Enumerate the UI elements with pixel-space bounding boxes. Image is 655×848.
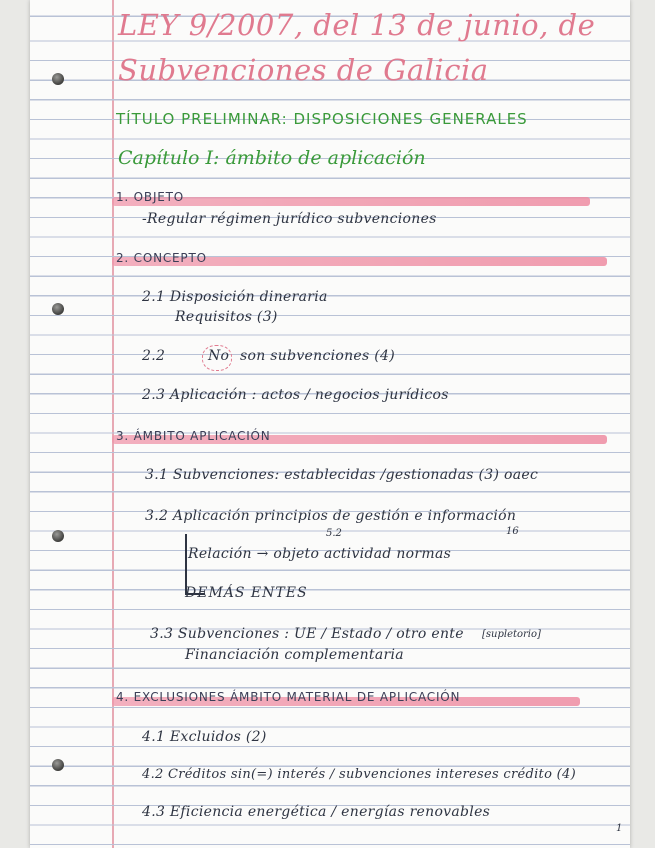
section-2-heading: 2. CONCEPTO	[116, 251, 207, 265]
binder-hole	[52, 303, 64, 315]
item-2-1: 2.1 Disposición dineraria	[142, 289, 328, 305]
section-3-heading: 3. ÁMBITO APLICACIÓN	[116, 429, 271, 443]
page-title-line-1: LEY 9/2007, del 13 de junio, de	[118, 8, 596, 42]
item-3-2-ref-a: 5.2	[326, 528, 342, 539]
item-3-3-financiacion: Financiación complementaria	[185, 647, 404, 663]
binder-hole	[52, 530, 64, 542]
item-4-1: 4.1 Excluidos (2)	[142, 729, 267, 745]
item-4-2: 4.2 Créditos sin(=) interés / subvenciones intereses crédito (4)	[142, 767, 576, 782]
item-3-2-demas-entes: DEMÁS ENTES	[185, 585, 308, 601]
section-1-item: -Regular régimen jurídico subvenciones	[142, 211, 437, 227]
item-3-1: 3.1 Subvenciones: establecidas /gestionadas (3) oaec	[145, 467, 539, 483]
item-4-3: 4.3 Eficiencia energética / energías renovables	[142, 804, 491, 820]
item-3-3-note: [supletorio]	[482, 629, 541, 640]
binder-hole	[52, 759, 64, 771]
item-3-2-ref-b: 16	[506, 526, 519, 537]
item-2-2-no: No	[208, 348, 230, 364]
item-3-2: 3.2 Aplicación principios de gestión e información	[145, 508, 517, 524]
item-3-2-relacion: Relación → objeto actividad normas	[188, 546, 452, 562]
item-2-2-text: son subvenciones (4)	[240, 348, 395, 364]
titulo-heading: TÍTULO PRELIMINAR: DISPOSICIONES GENERALES	[116, 110, 528, 128]
section-1-heading: 1. OBJETO	[116, 190, 185, 204]
item-2-3: 2.3 Aplicación : actos / negocios jurídicos	[142, 387, 449, 403]
binder-hole	[52, 73, 64, 85]
chapter-heading: Capítulo I: ámbito de aplicación	[118, 147, 426, 169]
page-number: 1	[616, 823, 623, 834]
notebook-page	[30, 0, 630, 848]
item-2-2-number: 2.2	[142, 348, 166, 364]
item-2-1-requisitos: Requisitos (3)	[175, 309, 278, 325]
item-3-3: 3.3 Subvenciones : UE / Estado / otro ente	[150, 626, 464, 642]
page-title-line-2: Subvenciones de Galicia	[118, 53, 489, 87]
section-4-heading: 4. EXCLUSIONES ÁMBITO MATERIAL DE APLICACIÓN	[116, 690, 461, 704]
